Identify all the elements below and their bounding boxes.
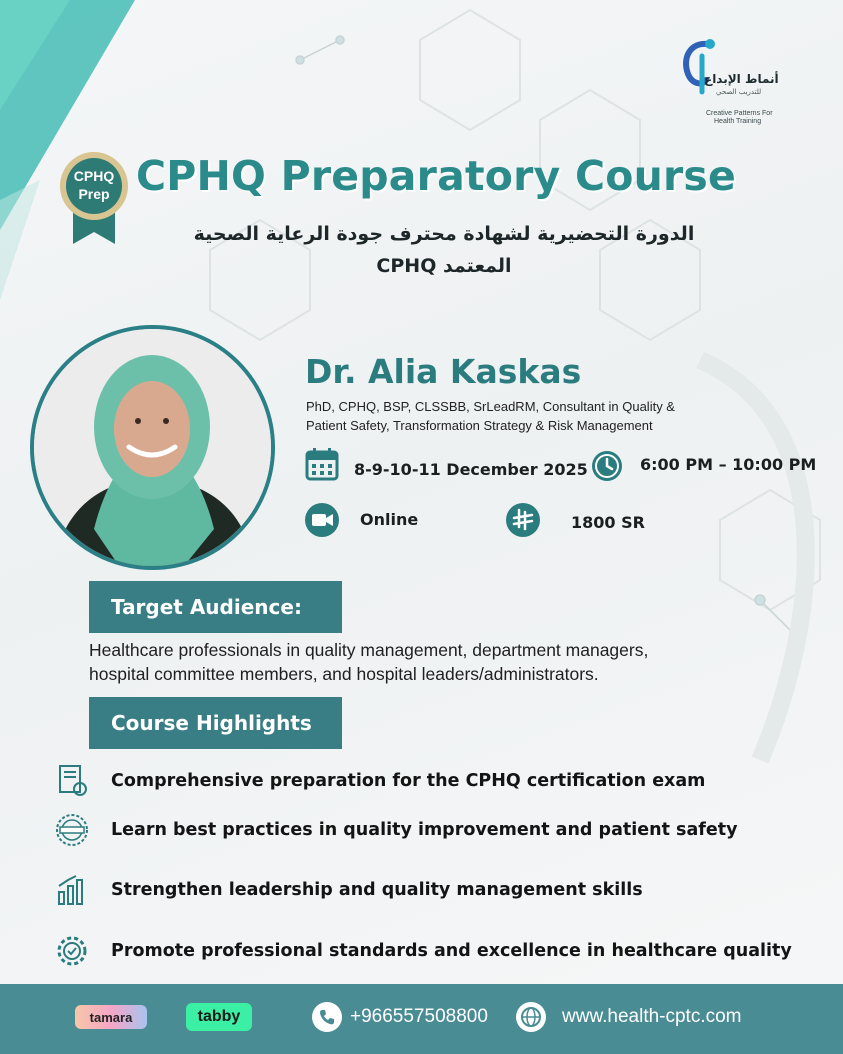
globe-icon xyxy=(516,1002,546,1032)
calendar-icon xyxy=(305,447,339,481)
footer-phone: +966557508800 xyxy=(350,1006,488,1027)
tabby-payment-logo: tabby xyxy=(186,1003,252,1031)
instructor-name: Dr. Alia Kaskas xyxy=(305,352,582,391)
audience-line2: hospital committee members, and hospital leaders/administrators. xyxy=(89,664,599,684)
audience-line1: Healthcare professionals in quality management, department managers, xyxy=(89,640,649,660)
leadership-chart-icon xyxy=(54,872,90,908)
instructor-credentials xyxy=(306,397,726,435)
badge-line1: CPHQ xyxy=(73,168,115,184)
highlight-item-2: Learn best practices in quality improvement and patient safety xyxy=(111,820,738,840)
cphq-prep-badge xyxy=(57,150,131,246)
logo-english-line2: Health Training xyxy=(714,118,762,125)
riyal-currency-icon xyxy=(506,503,540,537)
logo-english-line1: Creative Patterns For xyxy=(706,110,773,117)
target-audience-text xyxy=(89,638,729,686)
badge-line2: Prep xyxy=(78,186,110,202)
logo-arabic-name: أنماط الإبداع xyxy=(704,72,779,86)
logo-arabic-sub: للتدريب الصحي xyxy=(716,88,762,96)
certificate-icon xyxy=(54,763,90,799)
credentials-line1: PhD, CPHQ, BSP, CLSSBB, SrLeadRM, Consultant in Quality & xyxy=(306,399,675,414)
highlight-item-1: Comprehensive preparation for the CPHQ certification exam xyxy=(111,771,706,791)
target-audience-heading: Target Audience: xyxy=(89,581,342,633)
page-title: CPHQ Preparatory Course xyxy=(136,152,737,200)
brand-logo xyxy=(676,36,806,132)
arabic-subtitle xyxy=(140,218,748,282)
footer-website[interactable]: www.health-cptc.com xyxy=(562,1006,742,1027)
instructor-portrait-icon xyxy=(34,329,271,566)
instructor-photo xyxy=(30,325,275,570)
tamara-payment-logo: tamara xyxy=(75,1005,147,1029)
quality-stamp-icon xyxy=(54,812,90,848)
highlight-item-4: Promote professional standards and excellence in healthcare quality xyxy=(111,941,792,961)
credentials-line2: Patient Safety, Transformation Strategy & Risk Management xyxy=(306,418,653,433)
arabic-subtitle-line1: الدورة التحضيرية لشهادة محترف جودة الرعاية الصحية xyxy=(193,223,695,245)
excellence-gear-icon xyxy=(54,933,90,969)
course-mode: Online xyxy=(360,510,419,529)
phone-icon xyxy=(312,1002,342,1032)
course-time: 6:00 PM – 10:00 PM xyxy=(640,455,817,474)
logo-mark-icon xyxy=(680,36,720,96)
clock-icon xyxy=(590,449,624,483)
highlight-item-3: Strengthen leadership and quality management skills xyxy=(111,880,643,900)
course-dates: 8-9-10-11 December 2025 xyxy=(354,460,588,479)
course-highlights-heading: Course Highlights xyxy=(89,697,342,749)
video-camera-icon xyxy=(305,503,339,537)
arabic-subtitle-line2: المعتمد CPHQ xyxy=(376,255,512,277)
course-price: 1800 SR xyxy=(571,513,645,532)
